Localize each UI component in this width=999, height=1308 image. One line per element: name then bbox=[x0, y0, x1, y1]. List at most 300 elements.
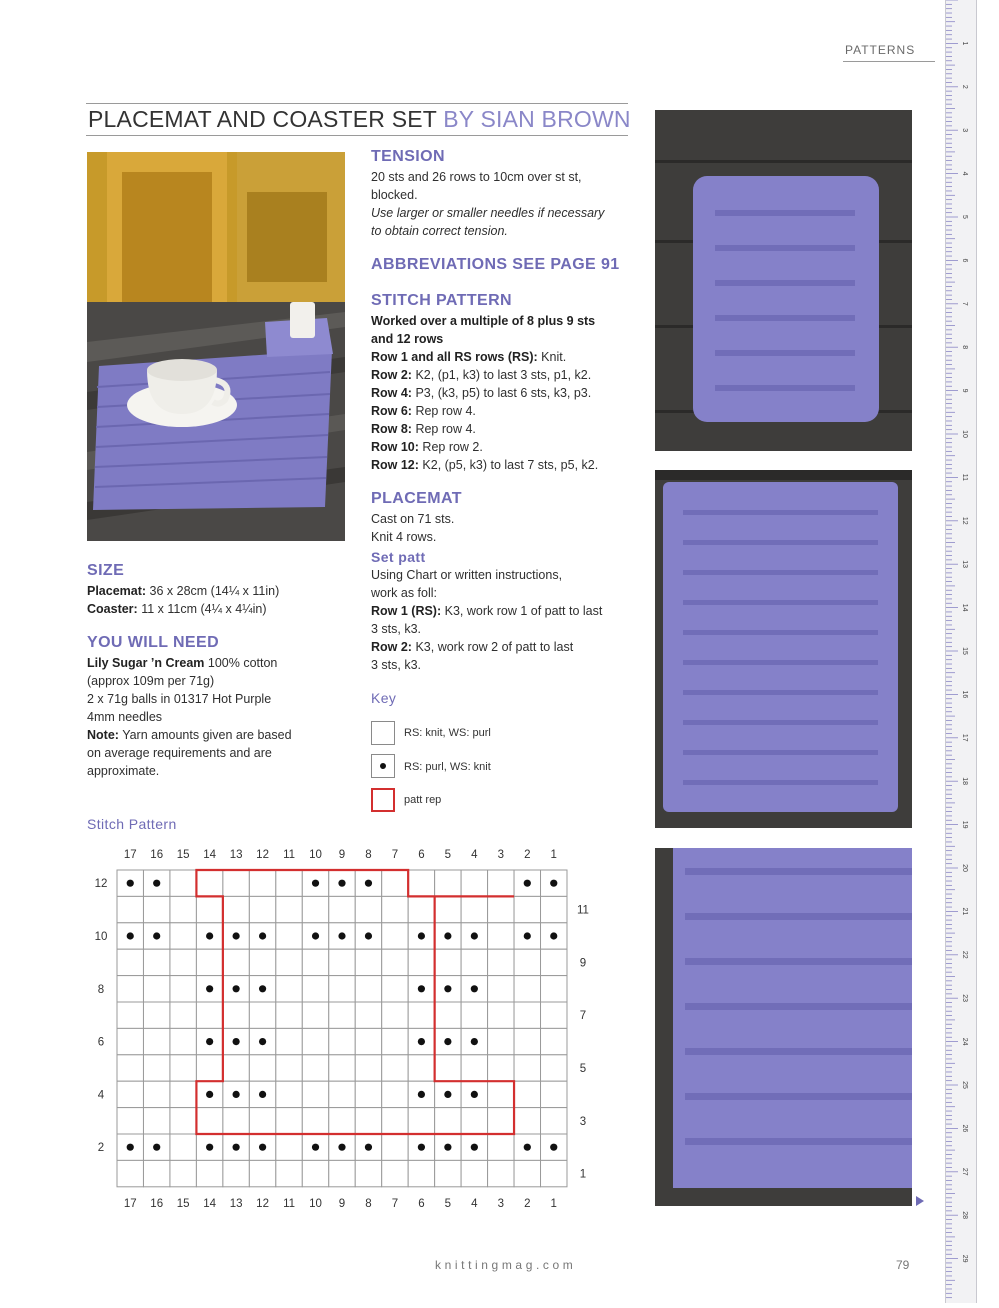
chart-cell bbox=[196, 870, 222, 896]
chart-cell bbox=[196, 949, 222, 975]
chart-cell bbox=[302, 1081, 328, 1107]
ruler-label: 11 bbox=[961, 473, 968, 482]
chart-cell bbox=[382, 976, 408, 1002]
chart-col-label-bottom: 6 bbox=[418, 1197, 425, 1210]
chart-cell bbox=[223, 1002, 249, 1028]
chart-col-label-top: 2 bbox=[524, 849, 531, 861]
chart-cell bbox=[143, 1028, 169, 1054]
chart-col-label-bottom: 7 bbox=[391, 1197, 399, 1210]
chart-col-label-top: 10 bbox=[309, 849, 322, 861]
chart-cell bbox=[276, 1134, 302, 1160]
key-repeat-label: patt rep bbox=[404, 794, 442, 806]
chart-col-label-bottom: 1 bbox=[550, 1197, 557, 1210]
chart-cell bbox=[514, 1055, 540, 1081]
chart-cell bbox=[435, 896, 461, 922]
chart-row-label-left: 4 bbox=[97, 1089, 105, 1102]
chart-cell bbox=[329, 1055, 355, 1081]
chart-row-label-right: 1 bbox=[579, 1168, 587, 1181]
chart-col-label-top: 12 bbox=[256, 849, 269, 861]
chart-col-label-bottom: 15 bbox=[176, 1197, 190, 1210]
chart-col-label-bottom: 14 bbox=[203, 1197, 217, 1210]
purl-dot bbox=[471, 985, 478, 992]
purl-dot bbox=[259, 1091, 266, 1098]
chart-cell bbox=[382, 949, 408, 975]
page-title bbox=[88, 106, 631, 133]
chart-cell bbox=[302, 1160, 328, 1186]
stitch-pattern-heading: STITCH PATTERN bbox=[371, 292, 512, 309]
ruler-label: 16 bbox=[961, 690, 968, 699]
key-knit-box bbox=[371, 721, 395, 745]
chart-cell bbox=[408, 1160, 434, 1186]
chart-cell bbox=[196, 1108, 222, 1134]
chart-cell bbox=[117, 1002, 143, 1028]
stitch-row-text: Rep row 2. bbox=[418, 440, 483, 454]
chart-row-label-right: 5 bbox=[579, 1063, 587, 1075]
chart-cell bbox=[435, 870, 461, 896]
stitch-row-label: Row 6: bbox=[371, 404, 412, 418]
chart-cell bbox=[461, 1055, 487, 1081]
chart-col-label-top: 14 bbox=[203, 849, 217, 861]
chart-cell bbox=[355, 1160, 381, 1186]
chart-col-label-top: 7 bbox=[391, 849, 399, 861]
chart-cell bbox=[170, 1160, 196, 1186]
purl-dot bbox=[550, 880, 557, 887]
chart-cell bbox=[117, 976, 143, 1002]
chart-col-label-bottom: 4 bbox=[471, 1197, 478, 1210]
chart-cell bbox=[117, 1028, 143, 1054]
size-text: Placemat: 36 x 28cm (14¼ x 11in) Coaster: 11 x 11cm (4¼ x 4¼in) bbox=[87, 584, 280, 616]
chart-cell bbox=[541, 949, 567, 975]
ruler-label: 5 bbox=[961, 215, 968, 219]
chart-cell bbox=[355, 976, 381, 1002]
chart-cell bbox=[382, 923, 408, 949]
placemat-cup-photo bbox=[87, 152, 345, 541]
footer-url: knittingmag.com bbox=[435, 1258, 577, 1272]
purl-dot-icon bbox=[380, 763, 386, 769]
chart-cell bbox=[276, 1028, 302, 1054]
chart-cell bbox=[488, 976, 514, 1002]
purl-dot bbox=[233, 1038, 240, 1045]
chart-cell bbox=[249, 1108, 275, 1134]
chart-cell bbox=[170, 1081, 196, 1107]
chart-cell bbox=[541, 1160, 567, 1186]
chart-cell bbox=[488, 1134, 514, 1160]
chart-col-label-top: 16 bbox=[150, 849, 164, 861]
purl-dot bbox=[127, 1144, 134, 1151]
stitch-row-text: Rep row 4. bbox=[411, 422, 476, 436]
stitch-row-text: P3, (k3, p5) to last 6 sts, k3, p3. bbox=[411, 386, 592, 400]
ruler-label: 1 bbox=[961, 41, 968, 46]
purl-dot bbox=[444, 1144, 451, 1151]
chart-cell bbox=[117, 1055, 143, 1081]
purl-dot bbox=[233, 1144, 240, 1151]
chart-col-label-top: 8 bbox=[365, 849, 372, 861]
chart-cell bbox=[488, 949, 514, 975]
chart-cell bbox=[355, 1081, 381, 1107]
chart-cell bbox=[355, 949, 381, 975]
chart-cell bbox=[196, 896, 222, 922]
chart-cell bbox=[249, 896, 275, 922]
purl-dot bbox=[471, 1091, 478, 1098]
chart-cell bbox=[435, 1108, 461, 1134]
chart-cell bbox=[408, 949, 434, 975]
chart-cell bbox=[382, 1108, 408, 1134]
you-will-need-heading: YOU WILL NEED bbox=[87, 634, 220, 651]
stitch-row-label: Row 10: bbox=[371, 440, 419, 454]
chart-col-label-bottom: 11 bbox=[283, 1197, 296, 1210]
ruler-label: 20 bbox=[961, 864, 968, 872]
purl-dot bbox=[259, 1144, 266, 1151]
chart-cell bbox=[249, 949, 275, 975]
you-will-need-text: Lily Sugar ’n Cream 100% cotton (approx 109m per 71g) 2 x 71g balls in 01317 Hot Purple 4mm needles Note: Yarn amounts given are based on average requirements and are approximate. bbox=[87, 656, 292, 778]
chart-cell bbox=[435, 949, 461, 975]
purl-dot bbox=[259, 932, 266, 939]
chart-cell bbox=[488, 870, 514, 896]
chart-row-label-right: 3 bbox=[579, 1115, 587, 1128]
purl-dot bbox=[206, 1091, 213, 1098]
chart-cell bbox=[170, 923, 196, 949]
key-repeat-box bbox=[371, 788, 395, 812]
purl-dot bbox=[471, 932, 478, 939]
ruler-label: 26 bbox=[961, 1124, 968, 1133]
purl-dot bbox=[312, 932, 319, 939]
chart-cell bbox=[461, 949, 487, 975]
purl-dot bbox=[444, 932, 451, 939]
chart-cell bbox=[223, 870, 249, 896]
purl-dot bbox=[524, 880, 531, 887]
chart-cell bbox=[488, 1108, 514, 1134]
purl-dot bbox=[550, 932, 557, 939]
ruler-label: 28 bbox=[961, 1211, 968, 1220]
chart-cell bbox=[223, 1108, 249, 1134]
chart-cell bbox=[117, 896, 143, 922]
chart-cell bbox=[117, 949, 143, 975]
chart-row-label-left: 2 bbox=[97, 1142, 105, 1155]
chart-cell bbox=[514, 1108, 540, 1134]
header-rule bbox=[843, 61, 935, 62]
chart-cell bbox=[488, 923, 514, 949]
chart-cell bbox=[355, 1108, 381, 1134]
chart-cell bbox=[223, 1160, 249, 1186]
purl-dot bbox=[153, 880, 160, 887]
ruler-label: 8 bbox=[961, 345, 968, 350]
ruler-label: 29 bbox=[961, 1254, 968, 1263]
chart-cell bbox=[514, 1081, 540, 1107]
chart-cell bbox=[488, 1002, 514, 1028]
stitch-row-6 bbox=[371, 456, 631, 474]
ruler-label: 9 bbox=[961, 388, 968, 393]
purl-dot bbox=[471, 1144, 478, 1151]
purl-dot bbox=[127, 932, 134, 939]
ruler-label: 24 bbox=[961, 1037, 968, 1046]
chart-cell bbox=[170, 1055, 196, 1081]
purl-dot bbox=[153, 1144, 160, 1151]
purl-dot bbox=[206, 1038, 213, 1045]
stitch-row-1 bbox=[371, 366, 631, 384]
chart-cell bbox=[276, 976, 302, 1002]
tension-heading: TENSION bbox=[371, 148, 445, 165]
key-heading: Key bbox=[371, 690, 397, 706]
ruler-label: 23 bbox=[961, 994, 968, 1003]
title-byline: BY SIAN BROWN bbox=[443, 106, 631, 132]
purl-dot bbox=[233, 1091, 240, 1098]
abbreviations-heading: ABBREVIATIONS SEE PAGE 91 bbox=[371, 256, 620, 273]
stitch-row-text: K2, (p1, k3) to last 3 sts, p1, k2. bbox=[411, 368, 592, 382]
purl-dot bbox=[550, 1144, 557, 1151]
purl-dot bbox=[259, 1038, 266, 1045]
purl-dot bbox=[206, 985, 213, 992]
chart-cell bbox=[382, 1134, 408, 1160]
chart-cell bbox=[461, 870, 487, 896]
ruler-label: 6 bbox=[961, 258, 968, 263]
chart-cell bbox=[329, 949, 355, 975]
chart-row-label-right: 11 bbox=[577, 904, 589, 917]
chart-cell bbox=[355, 1055, 381, 1081]
chart-cell bbox=[435, 1160, 461, 1186]
chart-col-label-top: 15 bbox=[176, 849, 190, 861]
chart-cell bbox=[302, 949, 328, 975]
chart-col-label-top: 13 bbox=[229, 849, 243, 861]
chart-row-label-left: 10 bbox=[94, 931, 108, 943]
chart-cell bbox=[170, 1028, 196, 1054]
chart-cell bbox=[170, 1108, 196, 1134]
chart-cell bbox=[249, 1160, 275, 1186]
chart-col-label-top: 4 bbox=[471, 849, 478, 861]
purl-dot bbox=[206, 932, 213, 939]
chart-cell bbox=[488, 1028, 514, 1054]
chart-cell bbox=[435, 1002, 461, 1028]
tension-text: 20 sts and 26 rows to 10cm over st st, blocked. Use larger or smaller needles if necessary to obtain correct tension. bbox=[371, 170, 605, 238]
stitch-row-text: K2, (p5, k3) to last 7 sts, p5, k2. bbox=[418, 458, 599, 472]
chart-cell bbox=[355, 1028, 381, 1054]
ruler-label: 3 bbox=[961, 128, 968, 133]
chart-cell bbox=[435, 1055, 461, 1081]
placemat-photo bbox=[655, 470, 912, 828]
chart-cell bbox=[382, 896, 408, 922]
chart-col-label-top: 5 bbox=[444, 849, 452, 861]
chart-row-label-left: 6 bbox=[97, 1036, 105, 1049]
section-label: PATTERNS bbox=[845, 43, 916, 57]
chart-heading: Stitch Pattern bbox=[87, 816, 177, 832]
ruler-label: 22 bbox=[961, 950, 968, 959]
key-purl-label: RS: purl, WS: knit bbox=[404, 761, 491, 773]
chart-cell bbox=[488, 1081, 514, 1107]
stitch-row-label: Row 2: bbox=[371, 368, 412, 382]
chart-cell bbox=[276, 896, 302, 922]
chart-cell bbox=[170, 1134, 196, 1160]
chart-cell bbox=[276, 949, 302, 975]
chart-cell bbox=[461, 1108, 487, 1134]
chart-cell bbox=[488, 1160, 514, 1186]
size-heading: SIZE bbox=[87, 562, 125, 579]
chart-cell bbox=[170, 896, 196, 922]
chart-cell bbox=[117, 1160, 143, 1186]
chart-cell bbox=[170, 976, 196, 1002]
chart-cell bbox=[329, 896, 355, 922]
chart-cell bbox=[196, 1160, 222, 1186]
chart-cell bbox=[196, 1055, 222, 1081]
purl-dot bbox=[524, 1144, 531, 1151]
chart-cell bbox=[408, 1055, 434, 1081]
purl-dot bbox=[418, 1038, 425, 1045]
purl-dot bbox=[365, 880, 372, 887]
chart-col-label-top: 6 bbox=[418, 849, 425, 861]
ruler-label: 4 bbox=[961, 171, 968, 176]
chart-cell bbox=[143, 1002, 169, 1028]
ruler-label: 18 bbox=[961, 777, 968, 786]
chart-cell bbox=[117, 1081, 143, 1107]
chart-cell bbox=[329, 976, 355, 1002]
stitch-row-text: Rep row 4. bbox=[411, 404, 476, 418]
chart-cell bbox=[541, 1055, 567, 1081]
ruler-label: 27 bbox=[961, 1167, 968, 1176]
ruler-label: 12 bbox=[961, 516, 968, 525]
chart-cell bbox=[382, 1028, 408, 1054]
ruler-label: 14 bbox=[961, 603, 968, 612]
chart-cell bbox=[276, 1055, 302, 1081]
ruler-label: 7 bbox=[961, 301, 968, 306]
chart-cell bbox=[355, 1002, 381, 1028]
chart-cell bbox=[302, 896, 328, 922]
chart-row-label-left: 12 bbox=[94, 878, 108, 891]
stitch-row-label: Row 8: bbox=[371, 422, 412, 436]
stitch-row-label: Row 1 and all RS rows (RS): bbox=[371, 350, 538, 364]
purl-dot bbox=[418, 932, 425, 939]
placemat-closeup-photo bbox=[655, 848, 912, 1206]
purl-dot bbox=[365, 1144, 372, 1151]
chart-cell bbox=[541, 1108, 567, 1134]
ruler-label: 2 bbox=[961, 84, 968, 89]
chart-cell bbox=[329, 1028, 355, 1054]
ruler-label: 13 bbox=[961, 560, 968, 569]
ruler-label: 10 bbox=[961, 430, 968, 438]
chart-cell bbox=[488, 896, 514, 922]
chart-cell bbox=[382, 1081, 408, 1107]
chart-col-label-top: 9 bbox=[338, 849, 346, 861]
chart-cell bbox=[223, 949, 249, 975]
chart-cell bbox=[329, 1081, 355, 1107]
purl-dot bbox=[338, 1144, 345, 1151]
chart-cell bbox=[488, 1055, 514, 1081]
purl-dot bbox=[312, 1144, 319, 1151]
purl-dot bbox=[418, 1144, 425, 1151]
chart-col-label-bottom: 10 bbox=[309, 1197, 322, 1210]
purl-dot bbox=[153, 932, 160, 939]
coaster-photo bbox=[655, 110, 912, 451]
chart-col-label-bottom: 12 bbox=[256, 1197, 269, 1210]
chart-row-label-right: 7 bbox=[579, 1010, 587, 1023]
chart-cell bbox=[302, 1028, 328, 1054]
chart-cell bbox=[382, 870, 408, 896]
chart-cell bbox=[302, 1055, 328, 1081]
ruler-label: 17 bbox=[961, 733, 968, 742]
purl-dot bbox=[365, 932, 372, 939]
chart-cell bbox=[408, 1108, 434, 1134]
chart-cell bbox=[514, 1160, 540, 1186]
chart-cell bbox=[541, 1002, 567, 1028]
stitch-row-2 bbox=[371, 384, 631, 402]
placemat-heading: PLACEMAT bbox=[371, 490, 462, 507]
chart-cell bbox=[514, 949, 540, 975]
chart-col-label-bottom: 9 bbox=[338, 1197, 346, 1210]
chart-cell bbox=[329, 1002, 355, 1028]
chart-cell bbox=[541, 896, 567, 922]
title-main: PLACEMAT AND COASTER SET bbox=[88, 106, 437, 132]
key-knit-label: RS: knit, WS: purl bbox=[404, 727, 491, 739]
purl-dot bbox=[444, 1091, 451, 1098]
chart-col-label-top: 17 bbox=[123, 849, 137, 861]
chart-cell bbox=[276, 1108, 302, 1134]
chart-cell bbox=[276, 1002, 302, 1028]
ruler-label: 25 bbox=[961, 1081, 968, 1089]
stitch-row-label: Row 12: bbox=[371, 458, 419, 472]
chart-cell bbox=[143, 949, 169, 975]
chart-cell bbox=[302, 1002, 328, 1028]
chart-cell bbox=[329, 1160, 355, 1186]
chart-col-label-bottom: 13 bbox=[229, 1197, 243, 1210]
chart-cell bbox=[143, 976, 169, 1002]
chart-cell bbox=[541, 976, 567, 1002]
next-page-arrow-icon bbox=[916, 1196, 924, 1206]
chart-col-label-bottom: 2 bbox=[524, 1197, 531, 1210]
chart-cell bbox=[408, 870, 434, 896]
chart-cell bbox=[276, 1160, 302, 1186]
chart-cell bbox=[143, 1108, 169, 1134]
stitch-row-5 bbox=[371, 438, 631, 456]
chart-col-label-bottom: 8 bbox=[365, 1197, 372, 1210]
placemat-text: Cast on 71 sts. Knit 4 rows. Set patt Using Chart or written instructions, work as foll: Row 1 (RS): K3, work row 1 of patt to last 3 sts, k3. Row 2: K3, work row 2 of patt to last 3 sts, k3. bbox=[371, 510, 631, 674]
purl-dot bbox=[444, 1038, 451, 1045]
page-number: 79 bbox=[896, 1258, 910, 1272]
purl-dot bbox=[338, 880, 345, 887]
stitch-row-0 bbox=[371, 348, 631, 366]
chart-cell bbox=[170, 870, 196, 896]
chart-cell bbox=[461, 1160, 487, 1186]
chart-cell bbox=[329, 1108, 355, 1134]
chart-col-label-top: 3 bbox=[497, 849, 505, 861]
stitch-row-3 bbox=[371, 402, 631, 420]
purl-dot bbox=[524, 932, 531, 939]
chart-cell bbox=[355, 896, 381, 922]
purl-dot bbox=[444, 985, 451, 992]
stitch-chart bbox=[85, 840, 615, 1220]
chart-cell bbox=[461, 1002, 487, 1028]
stitch-row-text: Knit. bbox=[537, 350, 567, 364]
chart-cell bbox=[143, 1081, 169, 1107]
chart-cell bbox=[143, 1160, 169, 1186]
chart-cell bbox=[382, 1055, 408, 1081]
chart-col-label-bottom: 17 bbox=[123, 1197, 137, 1210]
chart-col-label-top: 11 bbox=[283, 849, 296, 861]
stitch-row-label: Row 4: bbox=[371, 386, 412, 400]
chart-col-label-bottom: 3 bbox=[497, 1197, 505, 1210]
chart-cell bbox=[170, 949, 196, 975]
chart-row-label-left: 8 bbox=[97, 983, 105, 996]
chart-cell bbox=[514, 976, 540, 1002]
chart-cell bbox=[249, 870, 275, 896]
chart-cell bbox=[117, 1108, 143, 1134]
chart-col-label-bottom: 16 bbox=[150, 1197, 164, 1210]
chart-cell bbox=[249, 1055, 275, 1081]
chart-cell bbox=[408, 1002, 434, 1028]
set-patt-subheading: Set patt bbox=[371, 549, 426, 565]
purl-dot bbox=[233, 932, 240, 939]
ruler-label: 15 bbox=[961, 647, 968, 655]
chart-cell bbox=[514, 896, 540, 922]
chart-cell bbox=[276, 1081, 302, 1107]
stitch-row-4 bbox=[371, 420, 631, 438]
chart-cell bbox=[461, 896, 487, 922]
